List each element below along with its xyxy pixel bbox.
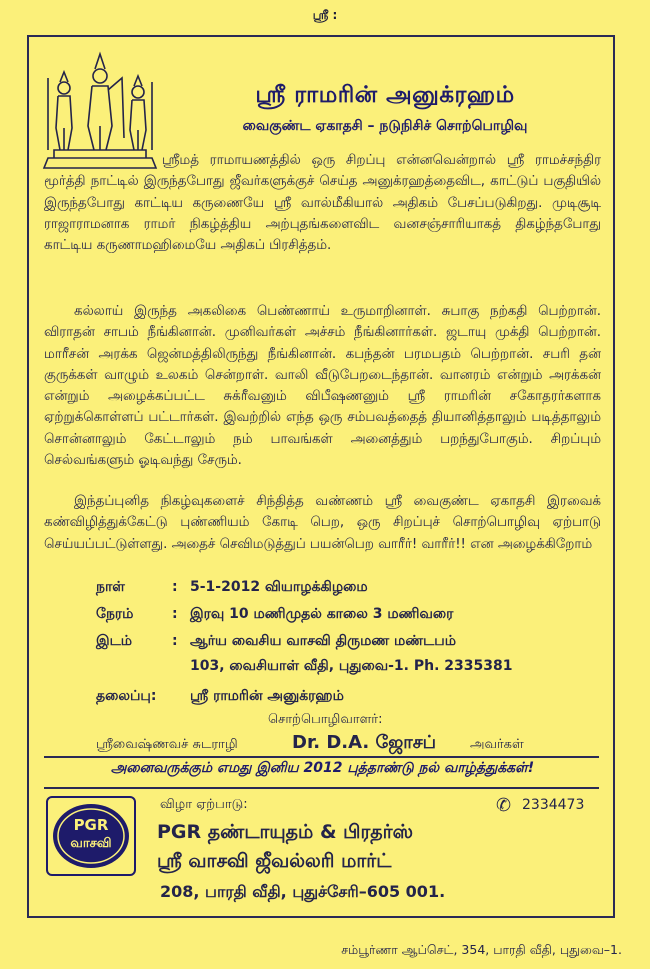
paragraph-2: கல்லாய் இருந்த அகலிகை பெண்ணாய் உருமாறினாள். சுபாகு நற்கதி பெற்றான். விராதன் சாபம் நீங்கினான். முனிவர்கள் அச்சம் நீங்கினார்கள். ஜடாயு முக்தி பெற்றான். மாரீசன் அரக்க ஜென்மத்திலிருந்து நீங்கினான். கபந்தன் பரமபதம் பெற்றான். சபரி தன் குருக்கள் வாழும் உலகம் சென்றாள். வாலி வீடுபேறடைந்தான். வானரம் என்றும் அரக்கன் என்றும் அழைக்கப்பட்ட சுக்ரீவனும் விபீஷணனும் ஸ்ரீ ராமரின் சகோதரர்களாக ஏற்றுக்கொள்ளப் பட்டார்கள். இவற்றில் எந்த ஒரு சம்பவத்தைத் தியானித்தாலும் படித்தாலும் சொன்னாலும் கேட்டாலும் நம் பாவங்கள் அனைத்தும் பறந்துபோகும். சிறப்பும் செல்வங்களும் ஓடிவந்து சேரும். <box>44 304 601 469</box>
divider-top <box>44 756 599 758</box>
phone-icon: ✆ <box>496 795 512 816</box>
sponsor-address: 208, பாரதி வீதி, புதுச்சேரி–605 001. <box>160 882 446 901</box>
venue-label: இடம் <box>96 633 133 649</box>
page-title: ஸ்ரீ ராமரின் அனுக்ரஹம் <box>255 82 515 108</box>
speaker-suffix: அவர்கள் <box>470 737 524 752</box>
pgr-vasavi-logo <box>46 796 136 876</box>
topic-value: ஸ்ரீ ராமரின் அனுக்ரஹம் <box>190 688 344 704</box>
time-value: இரவு 10 மணிமுதல் காலை 3 மணிவரை <box>190 606 454 622</box>
paragraph-3: இந்தப்புனித நிகழ்வுகளைச் சிந்தித்த வண்ணம் ஸ்ரீ வைகுண்ட ஏகாதசி இரவைக் கண்விழித்துக்கேட்டு புண்ணியம் கோடி பெற, ஒரு சிறப்புச் சொற்பொழிவு ஏற்பாடு செய்யப்பட்டுள்ளது. அதைச் செவிமடுத்துப் பயன்பெற வாரீர்! வாரீர்!! என அழைக்கிறோம் <box>44 494 601 552</box>
divider-bottom <box>44 787 599 789</box>
paragraph-1: ஸ்ரீமத் ராமாயணத்தில் ஒரு சிறப்பு என்னவென்றால் ஸ்ரீ ராமச்சந்திர மூர்த்தி நாட்டில் இருந்தபோது ஜீவர்களுக்குச் செய்த அனுக்ரஹத்தைவிட, காட்டுப் பகுதியில் இருந்தபோது காட்டிய கருணையே ஸ்ரீ வால்மீகியால் அதிகம் பேசப்படுகிறது. முடிசூடி ராஜாராமனாக ராமர் நிகழ்த்திய அற்புதங்களைவிட வனசஞ்சாரியாகத் திகழ்ந்தபோது காட்டிய கருணாமஹிமையே அதிகப் பிரசித்தம். <box>44 153 601 254</box>
printer-credit: சம்பூர்ணா ஆப்செட், 354, பாரதி வீதி, புதுவை–1. <box>341 942 622 957</box>
time-label: நேரம் <box>96 606 134 622</box>
speaker-name: Dr. D.A. ஜோசப் <box>292 732 437 753</box>
date-value: 5-1-2012 வியாழக்கிழமை <box>190 579 368 595</box>
speaker-label: சொற்பொழிவாளர்: <box>268 712 383 727</box>
date-colon: : <box>172 579 178 595</box>
date-label: நாள் <box>96 579 125 595</box>
venue-value: ஆர்ய வைசிய வாசவி திருமண மண்டபம் <box>190 633 456 649</box>
page-subtitle: வைகுண்ட ஏகாதசி – நடுநிசிச் சொற்பொழிவு <box>242 118 528 134</box>
venue-colon: : <box>172 633 178 649</box>
time-colon: : <box>172 606 178 622</box>
topic-label: தலைப்பு: <box>96 688 157 704</box>
logo-text-pgr: PGR <box>73 816 109 834</box>
venue-address: 103, வைசியாள் வீதி, புதுவை-1. Ph. 2335381 <box>190 658 513 674</box>
sponsor-phone: 2334473 <box>522 797 585 813</box>
sponsor-name-2: ஸ்ரீ வாசவி ஜீவல்லரி மார்ட் <box>157 850 392 872</box>
organizer-label: விழா ஏற்பாடு: <box>160 797 248 812</box>
speaker-prefix: ஸ்ரீவைஷ்ணவச் சுடராழி <box>96 737 238 752</box>
sri-header: ஸ்ரீ : <box>312 8 338 22</box>
new-year-greeting: அனைவருக்கும் எமது இனிய 2012 புத்தாண்டு நல் வாழ்த்துக்கள்! <box>110 760 535 776</box>
sponsor-name-1: PGR தண்டாயுதம் & பிரதர்ஸ் <box>157 821 413 843</box>
logo-text-vasavi: வாசவி <box>70 836 112 851</box>
